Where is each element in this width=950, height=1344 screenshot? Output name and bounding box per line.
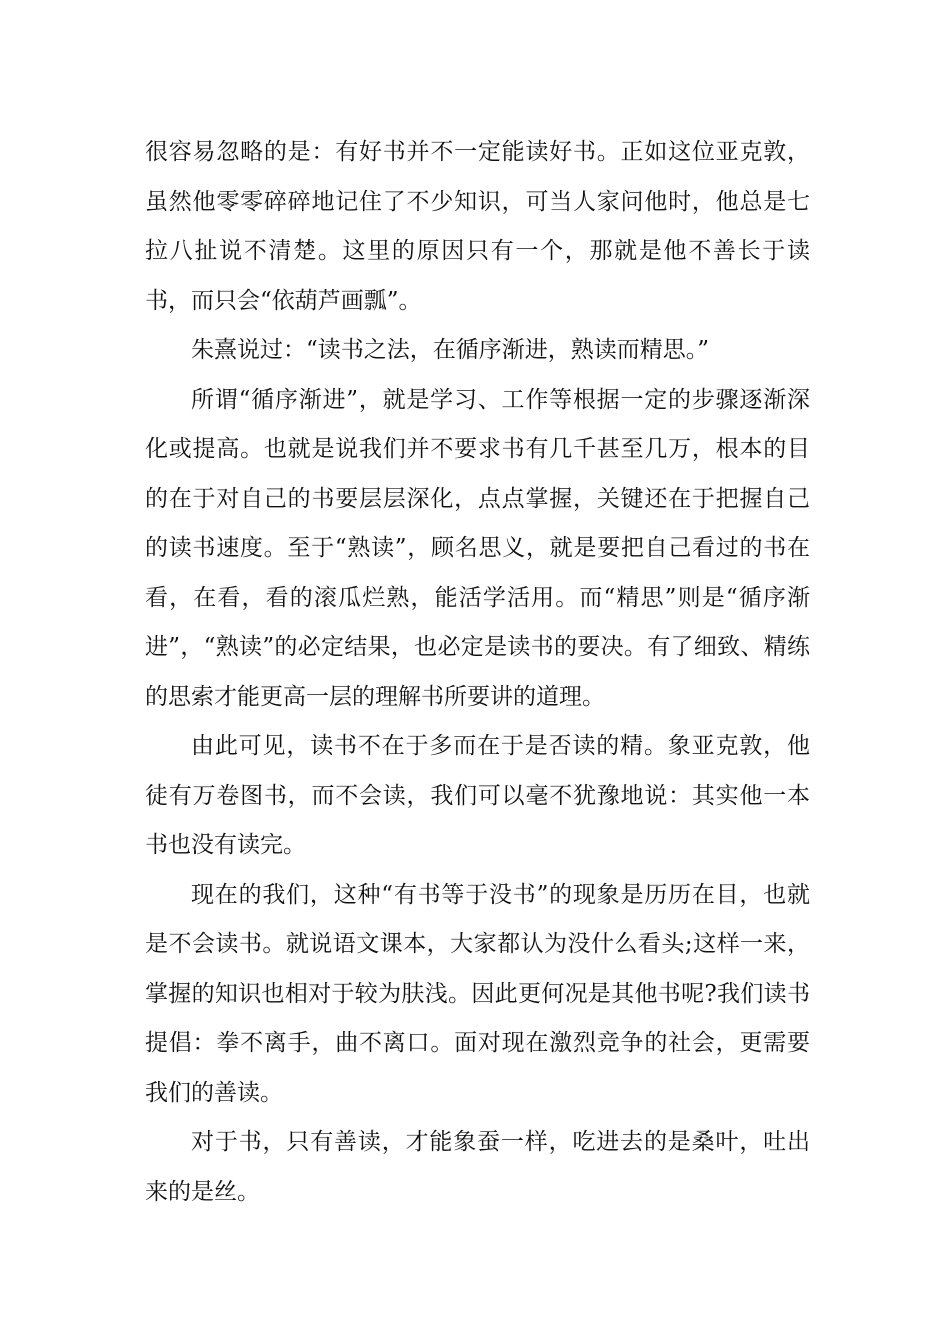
paragraph-5: 现在的我们，这种“有书等于没书”的现象是历历在目，也就是不会读书。就说语文课本，大家都认为没什么看头;这样一来，掌握的知识也相对于较为肤浅。因此更何况是其他书呢?我们读书提倡：拳不离手，曲不离口。面对现在激烈竞争的社会，更需要我们的善读。	[145, 881, 810, 1106]
paragraph-4: 由此可见，读书不在于多而在于是否读的精。象亚克敦，他徒有万卷图书，而不会读，我们可以毫不犹豫地说：其实他一本书也没有读完。	[145, 733, 810, 858]
document-body	[145, 128, 810, 1217]
paragraph-3: 所谓“循序渐进”，就是学习、工作等根据一定的步骤逐渐深化或提高。也就是说我们并不要求书有几千甚至几万，根本的目的在于对自己的书要层层深化，点点掌握，关键还在于把握自己的读书速度。至于“熟读”，顾名思义，就是要把自己看过的书在看，在看，看的滚瓜烂熟，能活学活用。而“精思”则是“循序渐进”，“熟读”的必定结果，也必定是读书的要决。有了细致、精练的思索才能更高一层的理解书所要讲的道理。	[145, 386, 810, 710]
paragraph-2: 朱熹说过：“读书之法，在循序渐进，熟读而精思。”	[191, 337, 710, 363]
paragraph-6: 对于书，只有善读，才能象蚕一样，吃进去的是桑叶，吐出来的是丝。	[145, 1129, 810, 1205]
paragraph-1: 很容易忽略的是：有好书并不一定能读好书。正如这位亚克敦，虽然他零零碎碎地记住了不少知识，可当人家问他时，他总是七拉八扯说不清楚。这里的原因只有一个，那就是他不善长于读书，而只会“依葫芦画瓢”。	[145, 139, 810, 314]
